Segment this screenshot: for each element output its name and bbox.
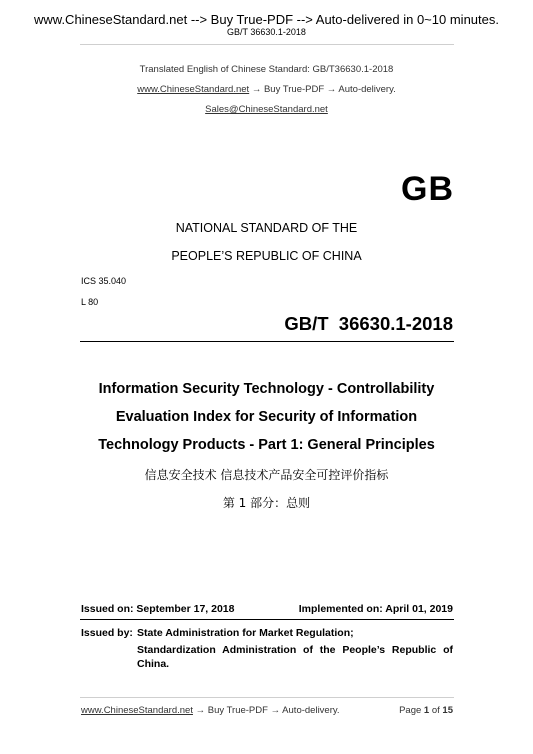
ccs-code: L 80 (81, 297, 99, 307)
website-link[interactable]: www.ChineseStandard.net (137, 84, 250, 95)
page-of: of (431, 705, 440, 716)
issuing-org-1: State Administration for Market Regulation; (137, 627, 354, 639)
page-total: 15 (442, 705, 453, 716)
chinese-title-line1: 信息安全技术 信息技术产品安全可控评价指标 (144, 468, 389, 482)
footer-website-link[interactable]: www.ChineseStandard.net (81, 705, 193, 716)
page-indicator (399, 705, 453, 716)
standard-number: GB/T 36630.1-2018 (284, 313, 453, 334)
gb-logo: GB (401, 170, 454, 208)
email-line (0, 104, 533, 115)
buy-line-text: → Buy True-PDF → Auto-delivery. (249, 84, 396, 95)
implemented-date: Implemented on: April 01, 2019 (298, 603, 453, 615)
issuing-org-2: Standardization Administration of the People’s Republic of China. (137, 644, 453, 670)
buy-line (0, 84, 533, 95)
english-title-line3: Technology Products - Part 1: General Principles (98, 437, 435, 453)
footer-buy-line (81, 705, 340, 716)
page-current: 1 (423, 705, 430, 716)
ics-code: ICS 35.040 (81, 276, 127, 286)
english-title-line2: Evaluation Index for Security of Information (115, 409, 418, 425)
banner-standard-code: GB/T 36630.1-2018 (227, 27, 306, 37)
footer-buy-text: → Buy True-PDF → Auto-delivery. (192, 705, 340, 716)
header-divider (80, 44, 454, 45)
translation-note: Translated English of Chinese Standard: GB/T36630.1-2018 (139, 64, 394, 75)
national-standard-line1: NATIONAL STANDARD OF THE (175, 221, 358, 235)
chinese-title-line2: 第 1 部分：总则 (222, 496, 311, 510)
email-link[interactable]: Sales@ChineseStandard.net (205, 104, 328, 115)
issued-by-label: Issued by: (81, 627, 133, 639)
national-standard-line2: PEOPLE’S REPUBLIC OF CHINA (171, 249, 362, 263)
standard-number-rule (80, 341, 454, 342)
footer-divider (80, 697, 454, 698)
top-banner[interactable]: www.ChineseStandard.net --> Buy True-PDF --> Auto-delivered in 0~10 minutes. (34, 12, 499, 27)
issued-date: Issued on: September 17, 2018 (81, 603, 235, 615)
english-title-line1: Information Security Technology - Controllability (98, 381, 435, 397)
page-label: Page (399, 705, 422, 716)
dates-rule (80, 619, 454, 620)
